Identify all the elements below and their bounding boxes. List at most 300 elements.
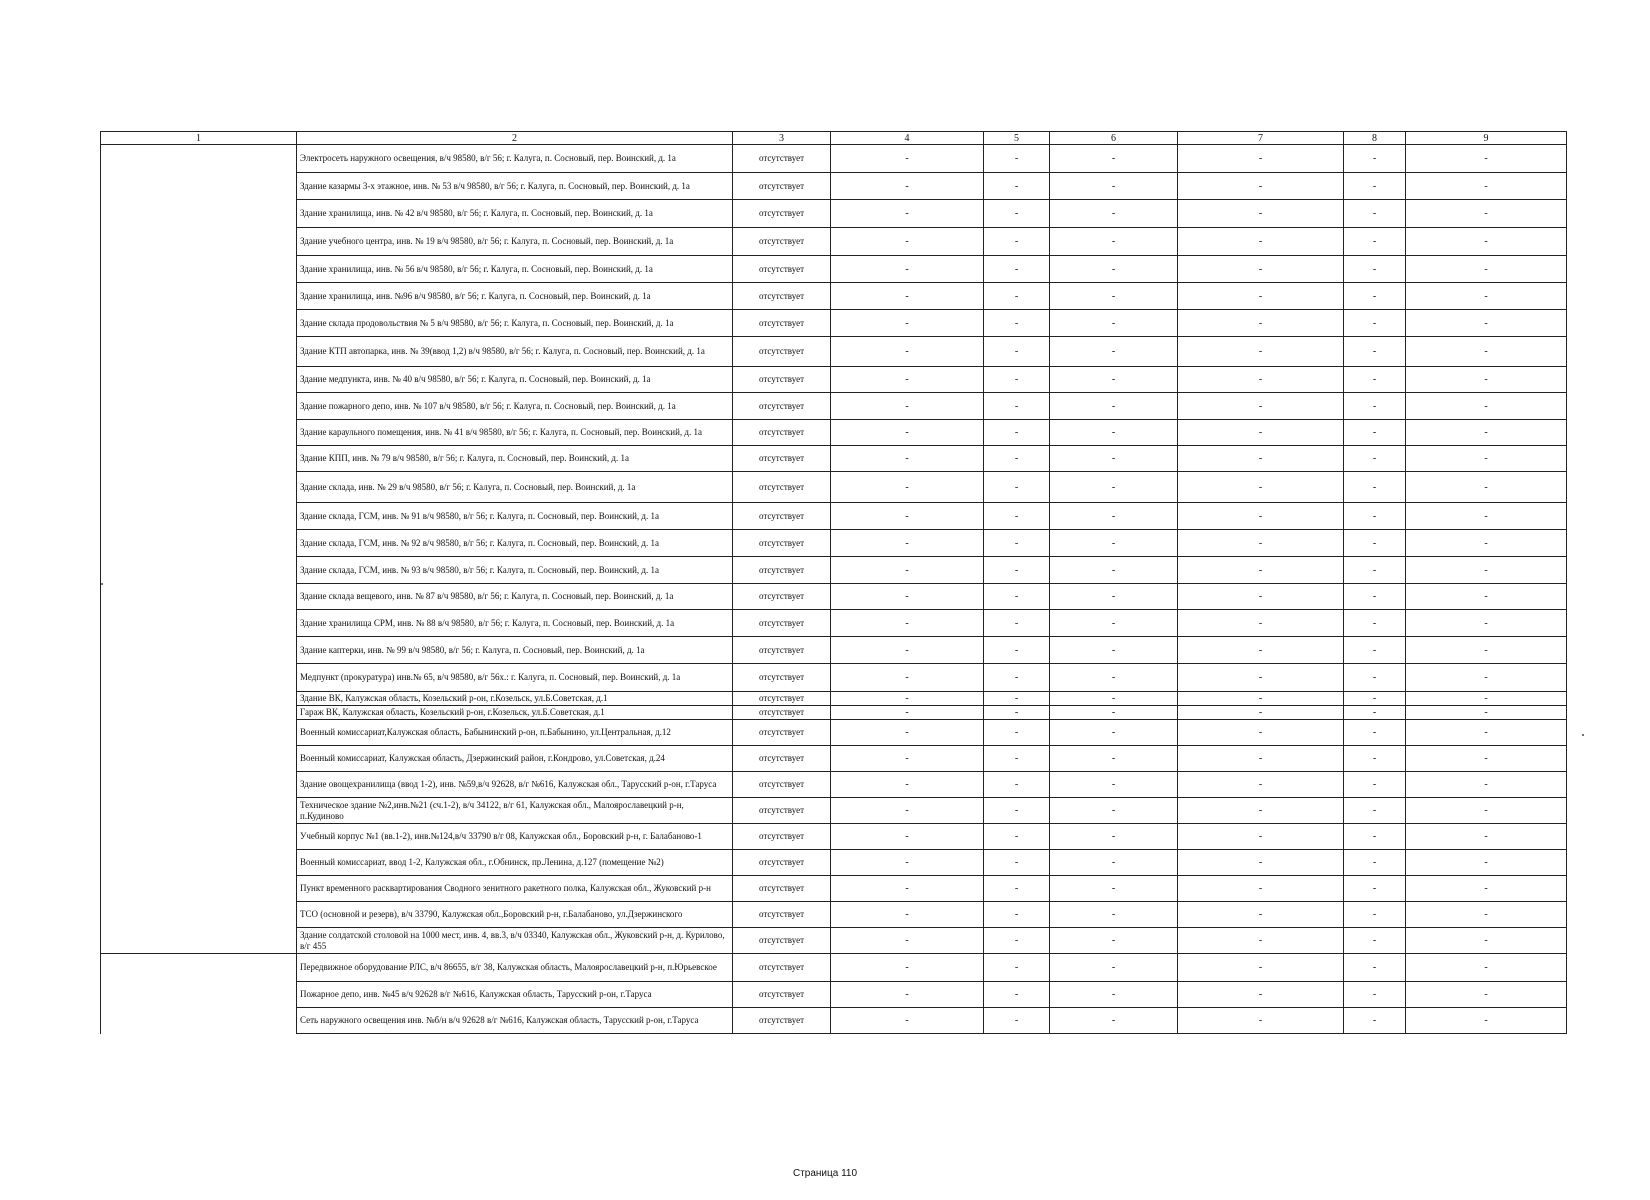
group-cell (101, 393, 297, 420)
empty-value-cell: - (984, 720, 1050, 746)
empty-value-cell: - (831, 367, 984, 393)
object-description: Здание КТП автопарка, инв. № 39(ввод 1,2) в/ч 98580, в/г 56; г. Калуга, п. Сосновый, пер. Воинский, д. 1а (297, 337, 733, 367)
empty-value-cell: - (1344, 720, 1406, 746)
table-row (101, 530, 1567, 557)
empty-value-cell: - (1050, 876, 1178, 902)
object-description: ТСО (основной и резерв), в/ч 33790, Калужская обл.,Боровский р-н, г.Балабаново, ул.Дзержинского (297, 902, 733, 928)
empty-value-cell: - (831, 503, 984, 530)
empty-value-cell: - (984, 256, 1050, 283)
empty-value-cell: - (1050, 145, 1178, 173)
empty-value-cell: - (1050, 283, 1178, 310)
group-cell (101, 850, 297, 876)
table-row (101, 503, 1567, 530)
empty-value-cell: - (1406, 1008, 1567, 1034)
empty-value-cell: - (984, 746, 1050, 772)
empty-value-cell: - (831, 283, 984, 310)
table-row (101, 472, 1567, 503)
object-description: Пункт временного расквартирования Сводного зенитного ракетного полка, Калужская обл., Жуковский р-н (297, 876, 733, 902)
empty-value-cell: - (1344, 173, 1406, 200)
empty-value-cell: - (1178, 173, 1344, 200)
status-cell: отсутствует (733, 1008, 831, 1034)
empty-value-cell: - (1050, 706, 1178, 720)
empty-value-cell: - (1344, 557, 1406, 584)
empty-value-cell: - (1050, 256, 1178, 283)
table-row (101, 393, 1567, 420)
group-cell (101, 310, 297, 337)
empty-value-cell: - (1178, 367, 1344, 393)
table-row (101, 420, 1567, 446)
empty-value-cell: - (831, 954, 984, 982)
empty-value-cell: - (1050, 530, 1178, 557)
status-cell: отсутствует (733, 145, 831, 173)
empty-value-cell: - (1178, 393, 1344, 420)
group-cell (101, 772, 297, 798)
table-row (101, 145, 1567, 173)
empty-value-cell: - (831, 200, 984, 228)
empty-value-cell: - (1344, 228, 1406, 256)
object-description: Здание склада продовольствия № 5 в/ч 98580, в/г 56; г. Калуга, п. Сосновый, пер. Воинский, д. 1а (297, 310, 733, 337)
status-cell: отсутствует (733, 420, 831, 446)
empty-value-cell: - (1406, 310, 1567, 337)
empty-value-cell: - (984, 503, 1050, 530)
empty-value-cell: - (1344, 367, 1406, 393)
group-cell (101, 720, 297, 746)
object-description: Здание караульного помещения, инв. № 41 в/ч 98580, в/г 56; г. Калуга, п. Сосновый, пер. Воинский, д. 1а (297, 420, 733, 446)
group-cell (101, 824, 297, 850)
object-description: Здание каптерки, инв. № 99 в/ч 98580, в/г 56; г. Калуга, п. Сосновый, пер. Воинский, д. 1а (297, 637, 733, 664)
status-cell: отсутствует (733, 228, 831, 256)
object-description: Здание хранилища, инв. № 42 в/ч 98580, в/г 56; г. Калуга, п. Сосновый, пер. Воинский, д. 1а (297, 200, 733, 228)
empty-value-cell: - (1406, 337, 1567, 367)
empty-value-cell: - (1344, 200, 1406, 228)
empty-value-cell: - (1344, 902, 1406, 928)
empty-value-cell: - (1406, 367, 1567, 393)
table-row (101, 584, 1567, 610)
empty-value-cell: - (1344, 145, 1406, 173)
empty-value-cell: - (1178, 200, 1344, 228)
empty-value-cell: - (1050, 637, 1178, 664)
empty-value-cell: - (1344, 503, 1406, 530)
table-row (101, 720, 1567, 746)
empty-value-cell: - (1344, 850, 1406, 876)
scan-speck (1582, 734, 1584, 736)
table-row (101, 610, 1567, 637)
object-description: Здание склада вещевого, инв. № 87 в/ч 98580, в/г 56; г. Калуга, п. Сосновый, пер. Воинский, д. 1а (297, 584, 733, 610)
empty-value-cell: - (1406, 530, 1567, 557)
empty-value-cell: - (1178, 982, 1344, 1008)
empty-value-cell: - (1344, 256, 1406, 283)
empty-value-cell: - (831, 446, 984, 472)
empty-value-cell: - (1050, 584, 1178, 610)
status-cell: отсутствует (733, 446, 831, 472)
group-cell (101, 664, 297, 692)
empty-value-cell: - (831, 337, 984, 367)
empty-value-cell: - (1178, 706, 1344, 720)
empty-value-cell: - (984, 200, 1050, 228)
object-description: Здание солдатской столовой на 1000 мест, инв. 4, вв.3, в/ч 03340, Калужская обл., Жуковский р-н, д. Курилово, в/г 455 (297, 928, 733, 954)
empty-value-cell: - (984, 472, 1050, 503)
status-cell: отсутствует (733, 720, 831, 746)
table-row (101, 706, 1567, 720)
empty-value-cell: - (1050, 610, 1178, 637)
object-description: Военный комиссариат, ввод 1-2, Калужская обл., г.Обнинск, пр.Ленина, д.127 (помещение №2) (297, 850, 733, 876)
empty-value-cell: - (1406, 692, 1567, 706)
object-description: Здание склада, инв. № 29 в/ч 98580, в/г 56; г. Калуга, п. Сосновый, пер. Воинский, д. 1а (297, 472, 733, 503)
empty-value-cell: - (984, 337, 1050, 367)
status-cell: отсутствует (733, 256, 831, 283)
empty-value-cell: - (1178, 746, 1344, 772)
status-cell: отсутствует (733, 798, 831, 824)
empty-value-cell: - (1178, 420, 1344, 446)
empty-value-cell: - (1406, 557, 1567, 584)
empty-value-cell: - (1178, 310, 1344, 337)
empty-value-cell: - (831, 772, 984, 798)
empty-value-cell: - (1178, 530, 1344, 557)
object-description: Здание ВК, Калужская область, Козельский р-он, г.Козельск, ул.Б.Советская, д.1 (297, 692, 733, 706)
group-cell (101, 706, 297, 720)
empty-value-cell: - (1050, 503, 1178, 530)
empty-value-cell: - (1406, 420, 1567, 446)
empty-value-cell: - (1050, 824, 1178, 850)
status-cell: отсутствует (733, 367, 831, 393)
empty-value-cell: - (1344, 928, 1406, 954)
empty-value-cell: - (1178, 928, 1344, 954)
empty-value-cell: - (1050, 420, 1178, 446)
status-cell: отсутствует (733, 982, 831, 1008)
status-cell: отсутствует (733, 772, 831, 798)
table-row (101, 928, 1567, 954)
empty-value-cell: - (984, 928, 1050, 954)
group-cell (101, 503, 297, 530)
table-row (101, 692, 1567, 706)
empty-value-cell: - (1050, 557, 1178, 584)
object-description: Здание казармы 3-х этажное, инв. № 53 в/ч 98580, в/г 56; г. Калуга, п. Сосновый, пер. Воинский, д. 1а (297, 173, 733, 200)
object-description: Здание хранилища, инв. №96 в/ч 98580, в/г 56; г. Калуга, п. Сосновый, пер. Воинский, д. 1а (297, 283, 733, 310)
empty-value-cell: - (984, 420, 1050, 446)
empty-value-cell: - (1406, 664, 1567, 692)
empty-value-cell: - (1050, 228, 1178, 256)
empty-value-cell: - (831, 982, 984, 1008)
empty-value-cell: - (1050, 200, 1178, 228)
scan-speck (101, 583, 103, 585)
empty-value-cell: - (1178, 798, 1344, 824)
empty-value-cell: - (831, 420, 984, 446)
status-cell: отсутствует (733, 557, 831, 584)
empty-value-cell: - (1406, 982, 1567, 1008)
empty-value-cell: - (1050, 664, 1178, 692)
empty-value-cell: - (984, 393, 1050, 420)
header-cell: 3 (733, 132, 831, 145)
empty-value-cell: - (831, 876, 984, 902)
empty-value-cell: - (1344, 746, 1406, 772)
empty-value-cell: - (1406, 720, 1567, 746)
table-row (101, 173, 1567, 200)
empty-value-cell: - (984, 310, 1050, 337)
empty-value-cell: - (1406, 928, 1567, 954)
group-cell (101, 584, 297, 610)
empty-value-cell: - (831, 472, 984, 503)
empty-value-cell: - (1406, 145, 1567, 173)
empty-value-cell: - (984, 610, 1050, 637)
group-cell (101, 283, 297, 310)
empty-value-cell: - (831, 720, 984, 746)
empty-value-cell: - (1344, 310, 1406, 337)
empty-value-cell: - (1344, 982, 1406, 1008)
status-cell: отсутствует (733, 503, 831, 530)
empty-value-cell: - (1406, 902, 1567, 928)
empty-value-cell: - (984, 145, 1050, 173)
empty-value-cell: - (1344, 420, 1406, 446)
empty-value-cell: - (1178, 720, 1344, 746)
empty-value-cell: - (1178, 446, 1344, 472)
empty-value-cell: - (831, 664, 984, 692)
empty-value-cell: - (831, 798, 984, 824)
empty-value-cell: - (831, 584, 984, 610)
empty-value-cell: - (1178, 824, 1344, 850)
empty-value-cell: - (1344, 876, 1406, 902)
empty-value-cell: - (984, 982, 1050, 1008)
empty-value-cell: - (1406, 772, 1567, 798)
empty-value-cell: - (1050, 746, 1178, 772)
empty-value-cell: - (1344, 824, 1406, 850)
empty-value-cell: - (831, 228, 984, 256)
empty-value-cell: - (1406, 228, 1567, 256)
table-row (101, 283, 1567, 310)
object-description: Здание учебного центра, инв. № 19 в/ч 98580, в/г 56; г. Калуга, п. Сосновый, пер. Воинский, д. 1а (297, 228, 733, 256)
object-description: Здание хранилища СРМ, инв. № 88 в/ч 98580, в/г 56; г. Калуга, п. Сосновый, пер. Воинский, д. 1а (297, 610, 733, 637)
empty-value-cell: - (1406, 283, 1567, 310)
empty-value-cell: - (984, 557, 1050, 584)
empty-value-cell: - (1406, 393, 1567, 420)
empty-value-cell: - (1050, 393, 1178, 420)
status-cell: отсутствует (733, 746, 831, 772)
empty-value-cell: - (984, 850, 1050, 876)
table-row (101, 954, 1567, 982)
status-cell: отсутствует (733, 200, 831, 228)
empty-value-cell: - (984, 954, 1050, 982)
status-cell: отсутствует (733, 692, 831, 706)
object-description: Гараж ВК, Калужская область, Козельский р-он, г.Козельск, ул.Б.Советская, д.1 (297, 706, 733, 720)
object-description: Передвижное оборудование РЛС, в/ч 86655, в/г 38, Калужская область, Малоярославецкий р-н, п.Юрьевское (297, 954, 733, 982)
empty-value-cell: - (1406, 824, 1567, 850)
group-cell (101, 145, 297, 173)
empty-value-cell: - (1344, 954, 1406, 982)
status-cell: отсутствует (733, 310, 831, 337)
empty-value-cell: - (1406, 637, 1567, 664)
object-description: Техническое здание №2,инв.№21 (сч.1-2), в/ч 34122, в/г 61, Калужская обл., Малоярославецкий р-н, п.Кудиново (297, 798, 733, 824)
group-cell (101, 928, 297, 954)
table-row (101, 982, 1567, 1008)
empty-value-cell: - (1406, 798, 1567, 824)
table-row (101, 637, 1567, 664)
empty-value-cell: - (1050, 720, 1178, 746)
empty-value-cell: - (1406, 584, 1567, 610)
group-cell (101, 610, 297, 637)
table-row (101, 664, 1567, 692)
empty-value-cell: - (1344, 772, 1406, 798)
status-cell: отсутствует (733, 824, 831, 850)
object-description: Военный комиссариат, Калужская область, Дзержинский район, г.Кондрово, ул.Советская, д.24 (297, 746, 733, 772)
empty-value-cell: - (984, 530, 1050, 557)
empty-value-cell: - (984, 1008, 1050, 1034)
empty-value-cell: - (831, 530, 984, 557)
empty-value-cell: - (1344, 798, 1406, 824)
table-row (101, 310, 1567, 337)
empty-value-cell: - (1178, 692, 1344, 706)
status-cell: отсутствует (733, 173, 831, 200)
group-cell (101, 798, 297, 824)
table-row (101, 1008, 1567, 1034)
empty-value-cell: - (984, 664, 1050, 692)
empty-value-cell: - (1050, 1008, 1178, 1034)
group-cell (101, 954, 297, 982)
empty-value-cell: - (984, 772, 1050, 798)
header-cell: 2 (297, 132, 733, 145)
empty-value-cell: - (1406, 503, 1567, 530)
empty-value-cell: - (1050, 902, 1178, 928)
empty-value-cell: - (1178, 664, 1344, 692)
table-row (101, 337, 1567, 367)
empty-value-cell: - (1050, 798, 1178, 824)
group-cell (101, 876, 297, 902)
empty-value-cell: - (984, 584, 1050, 610)
group-cell (101, 446, 297, 472)
empty-value-cell: - (1178, 584, 1344, 610)
empty-value-cell: - (984, 173, 1050, 200)
group-cell (101, 982, 297, 1008)
empty-value-cell: - (1344, 337, 1406, 367)
status-cell: отсутствует (733, 664, 831, 692)
group-cell (101, 746, 297, 772)
empty-value-cell: - (1050, 954, 1178, 982)
empty-value-cell: - (831, 610, 984, 637)
empty-value-cell: - (984, 692, 1050, 706)
header-cell: 8 (1344, 132, 1406, 145)
empty-value-cell: - (831, 706, 984, 720)
empty-value-cell: - (1406, 446, 1567, 472)
status-cell: отсутствует (733, 530, 831, 557)
group-cell (101, 200, 297, 228)
empty-value-cell: - (1344, 610, 1406, 637)
empty-value-cell: - (1344, 664, 1406, 692)
table-row (101, 798, 1567, 824)
group-cell (101, 367, 297, 393)
empty-value-cell: - (1178, 503, 1344, 530)
empty-value-cell: - (1050, 472, 1178, 503)
empty-value-cell: - (1050, 850, 1178, 876)
empty-value-cell: - (1406, 610, 1567, 637)
empty-value-cell: - (1344, 692, 1406, 706)
status-cell: отсутствует (733, 610, 831, 637)
status-cell: отсутствует (733, 876, 831, 902)
empty-value-cell: - (1178, 902, 1344, 928)
empty-value-cell: - (1178, 876, 1344, 902)
empty-value-cell: - (984, 706, 1050, 720)
empty-value-cell: - (1178, 228, 1344, 256)
table-row (101, 446, 1567, 472)
empty-value-cell: - (984, 367, 1050, 393)
empty-value-cell: - (1406, 706, 1567, 720)
empty-value-cell: - (831, 173, 984, 200)
empty-value-cell: - (1344, 393, 1406, 420)
object-description: Здание медпункта, инв. № 40 в/ч 98580, в/г 56; г. Калуга, п. Сосновый, пер. Воинский, д. 1а (297, 367, 733, 393)
status-cell: отсутствует (733, 850, 831, 876)
group-cell (101, 472, 297, 503)
header-cell: 6 (1050, 132, 1178, 145)
data-table (100, 131, 1567, 1034)
object-description: Сеть наружного освещения инв. №б/н в/ч 92628 в/г №616, Калужская область, Тарусский р-он, г.Таруса (297, 1008, 733, 1034)
table-row (101, 200, 1567, 228)
empty-value-cell: - (831, 557, 984, 584)
status-cell: отсутствует (733, 337, 831, 367)
empty-value-cell: - (984, 824, 1050, 850)
empty-value-cell: - (1178, 283, 1344, 310)
table-row (101, 772, 1567, 798)
empty-value-cell: - (831, 145, 984, 173)
empty-value-cell: - (1344, 706, 1406, 720)
table-row (101, 557, 1567, 584)
empty-value-cell: - (1406, 173, 1567, 200)
empty-value-cell: - (1178, 145, 1344, 173)
empty-value-cell: - (1178, 954, 1344, 982)
object-description: Здание склада, ГСМ, инв. № 92 в/ч 98580, в/г 56; г. Калуга, п. Сосновый, пер. Воинский, д. 1а (297, 530, 733, 557)
status-cell: отсутствует (733, 954, 831, 982)
empty-value-cell: - (984, 446, 1050, 472)
empty-value-cell: - (1050, 173, 1178, 200)
table-row (101, 256, 1567, 283)
empty-value-cell: - (1178, 472, 1344, 503)
empty-value-cell: - (1344, 530, 1406, 557)
group-cell (101, 173, 297, 200)
empty-value-cell: - (1050, 772, 1178, 798)
group-cell (101, 902, 297, 928)
header-cell: 7 (1178, 132, 1344, 145)
status-cell: отсутствует (733, 928, 831, 954)
page-number: Страница 110 (792, 1168, 858, 1179)
empty-value-cell: - (1344, 584, 1406, 610)
empty-value-cell: - (831, 850, 984, 876)
empty-value-cell: - (1178, 256, 1344, 283)
object-description: Электросеть наружного освещения, в/ч 98580, в/г 56; г. Калуга, п. Сосновый, пер. Воинский, д. 1а (297, 145, 733, 173)
empty-value-cell: - (1050, 982, 1178, 1008)
object-description: Здание КПП, инв. № 79 в/ч 98580, в/г 56; г. Калуга, п. Сосновый, пер. Воинский, д. 1а (297, 446, 733, 472)
group-cell (101, 557, 297, 584)
table-row (101, 850, 1567, 876)
empty-value-cell: - (984, 637, 1050, 664)
group-cell (101, 530, 297, 557)
empty-value-cell: - (831, 1008, 984, 1034)
empty-value-cell: - (831, 824, 984, 850)
empty-value-cell: - (1178, 610, 1344, 637)
empty-value-cell: - (1178, 850, 1344, 876)
empty-value-cell: - (1050, 310, 1178, 337)
empty-value-cell: - (1050, 367, 1178, 393)
empty-value-cell: - (984, 283, 1050, 310)
table-row (101, 876, 1567, 902)
empty-value-cell: - (1406, 850, 1567, 876)
header-cell: 4 (831, 132, 984, 145)
status-cell: отсутствует (733, 637, 831, 664)
empty-value-cell: - (1178, 772, 1344, 798)
empty-value-cell: - (1050, 337, 1178, 367)
empty-value-cell: - (1050, 446, 1178, 472)
empty-value-cell: - (1050, 928, 1178, 954)
object-description: Здание хранилища, инв. № 56 в/ч 98580, в/г 56; г. Калуга, п. Сосновый, пер. Воинский, д. 1а (297, 256, 733, 283)
object-description: Военный комиссариат,Калужская область, Бабынинский р-он, п.Бабынино, ул.Центральная, д.12 (297, 720, 733, 746)
empty-value-cell: - (831, 928, 984, 954)
object-description: Здание овощехранилища (ввод 1-2), инв. №59,в/ч 92628, в/г №616, Калужская обл., Тарусский р-он, г.Таруса (297, 772, 733, 798)
object-description: Здание пожарного депо, инв. № 107 в/ч 98580, в/г 56; г. Калуга, п. Сосновый, пер. Воинский, д. 1а (297, 393, 733, 420)
